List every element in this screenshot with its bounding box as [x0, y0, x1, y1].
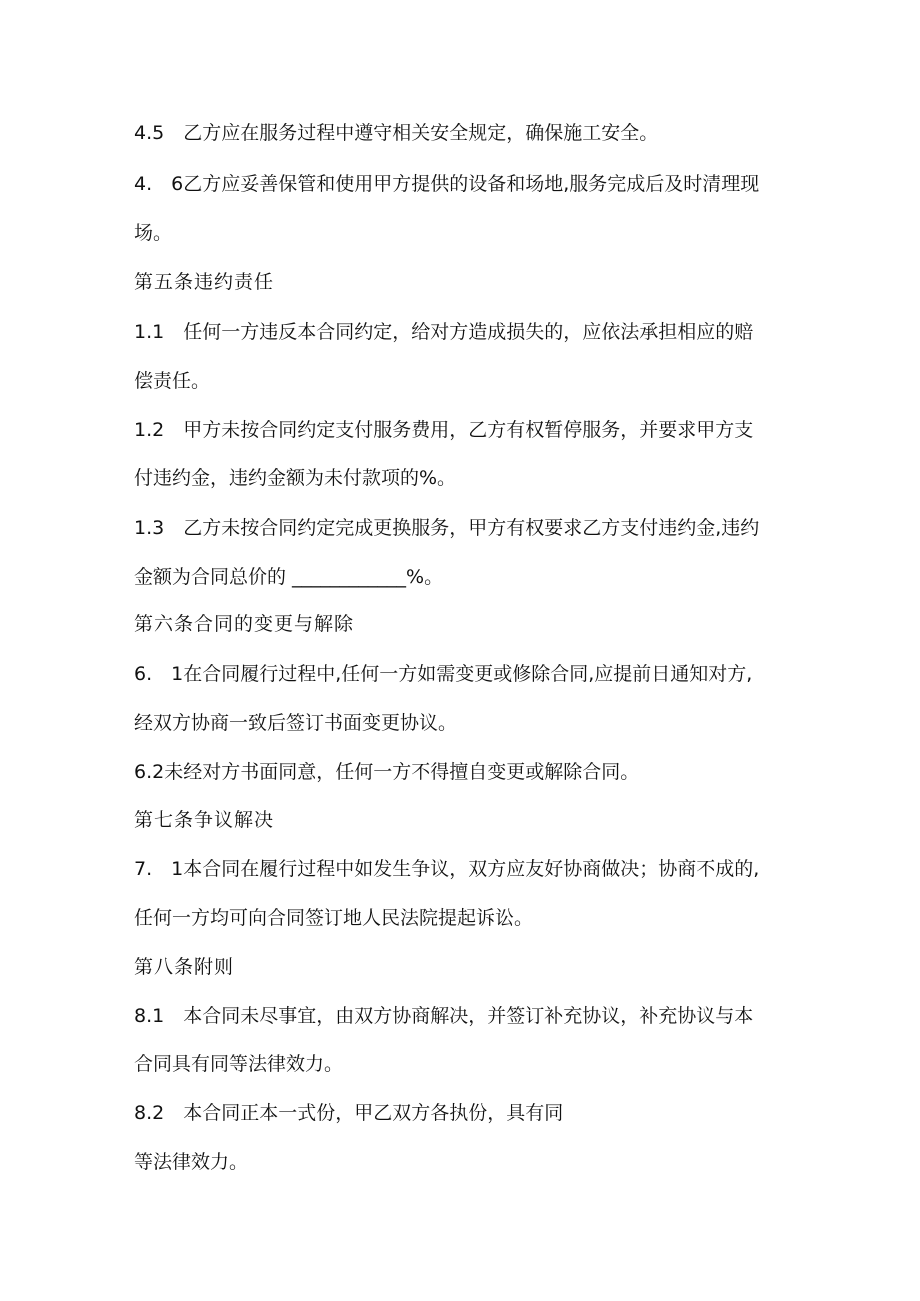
clause-7-1-line-1: 7. 1本合同在履行过程中如发生争议，双方应友好协商做决；协商不成的,	[134, 858, 760, 880]
clause-1-3-line-1: 1.3 乙方未按合同约定完成更换服务，甲方有权要求乙方支付违约金,违约	[134, 517, 760, 539]
clause-8-1-line-1: 8.1 本合同未尽事宜，由双方协商解决，并签订补充协议，补充协议与本	[134, 1005, 754, 1027]
section-heading-7: 第七条争议解决	[134, 809, 275, 831]
clause-6-1-line-2: 经双方协商一致后签订书面变更协议。	[134, 712, 458, 734]
clause-1-1-line-2: 偿责任。	[134, 370, 211, 392]
clause-4-6-line-2: 场。	[134, 222, 173, 244]
section-heading-5: 第五条违约责任	[134, 271, 275, 293]
clause-8-2-line-2: 等法律效力。	[134, 1151, 249, 1173]
clause-1-2-line-2: 付违约金，违约金额为未付款项的%。	[134, 467, 457, 489]
clause-4-5-line-1: 4.5 乙方应在服务过程中遵守相关安全规定，确保施工安全。	[134, 122, 659, 144]
clause-6-2-line-1: 6.2未经对方书面同意，任何一方不得擅自变更或解除合同。	[134, 761, 640, 783]
clause-8-2-line-1: 8.2 本合同正本一式份，甲乙双方各执份，具有同	[134, 1102, 564, 1124]
clause-8-1-line-2: 合同具有同等法律效力。	[134, 1053, 344, 1075]
section-heading-8: 第八条附则	[134, 956, 235, 978]
clause-4-6-line-1: 4. 6乙方应妥善保管和使用甲方提供的设备和场地,服务完成后及时清理现	[134, 173, 760, 195]
section-heading-6: 第六条合同的变更与解除	[134, 613, 355, 635]
clause-1-1-line-1: 1.1 任何一方违反本合同约定，给对方造成损失的，应依法承担相应的赔	[134, 321, 754, 343]
clause-6-1-line-1: 6. 1在合同履行过程中,任何一方如需变更或修除合同,应提前日通知对方,	[134, 663, 753, 685]
clause-1-2-line-1: 1.2 甲方未按合同约定支付服务费用，乙方有权暂停服务，并要求甲方支	[134, 419, 754, 441]
clause-1-3-line-2: 金额为合同总价的 ____________%。	[134, 566, 444, 588]
clause-7-1-line-2: 任何一方均可向合同签订地人民法院提起诉讼。	[134, 907, 534, 929]
